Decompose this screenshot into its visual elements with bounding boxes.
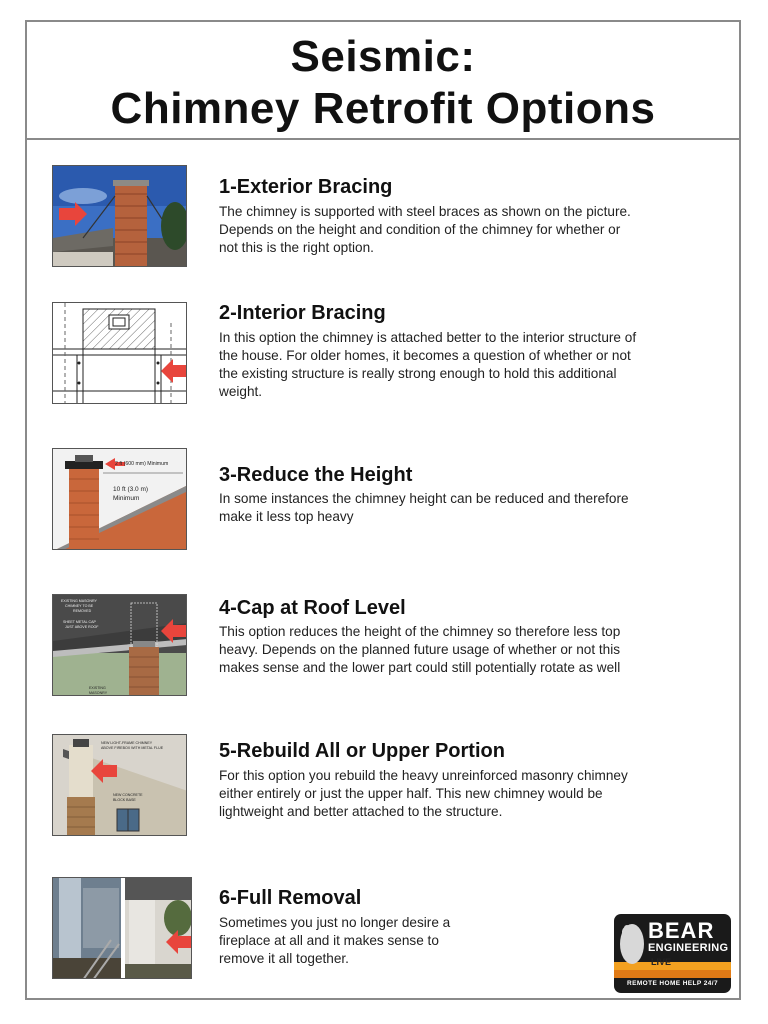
option-2-description <box>219 329 636 401</box>
rendering-label: SHEET METAL CAP <box>63 620 96 624</box>
option-5-title: 5-Rebuild All or Upper Portion <box>219 740 505 762</box>
description-line: the house. For older homes, it becomes a question of whether or not <box>219 348 631 363</box>
description-line: make it less top heavy <box>219 509 354 524</box>
description-line: The chimney is supported with steel braces as shown on the picture. <box>219 204 631 219</box>
bear-engineering-logo <box>614 914 731 993</box>
logo-bear-text: BEAR <box>648 918 715 943</box>
option-6-description <box>219 914 450 968</box>
logo-tagline: REMOTE HOME HELP 24/7 <box>627 980 718 987</box>
reduce-height-diagram <box>52 448 187 550</box>
rendering-label: NEW CONCRETE <box>113 793 143 797</box>
rendering-label: MASONRY <box>89 691 108 695</box>
description-line: either entirely or just the upper half. This new chimney would be <box>219 786 603 801</box>
description-line: heavy. Depends on the planned future usage of whether or not this <box>219 642 621 657</box>
option-6-title: 6-Full Removal <box>219 887 362 909</box>
description-line: not this is the right option. <box>219 240 374 255</box>
description-line: In some instances the chimney height can be reduced and therefore <box>219 491 629 506</box>
description-line: Depends on the height and condition of the chimney for whether or <box>219 222 621 237</box>
description-line: the existing structure is really strong enough to hold this additional <box>219 366 617 381</box>
rebuild-chimney-rendering <box>52 734 187 836</box>
rendering-label: REMOVED <box>73 609 92 613</box>
description-line: In this option the chimney is attached better to the interior structure of <box>219 330 637 345</box>
description-line: weight. <box>219 384 263 399</box>
exterior-bracing-photo <box>52 165 187 267</box>
rendering-label: NEW LIGHT-FRAME CHIMNEY <box>101 741 153 745</box>
option-2-title: 2-Interior Bracing <box>219 302 386 324</box>
rendering-label: EXISTING <box>89 686 106 690</box>
option-1-description <box>219 203 631 257</box>
full-removal-photos <box>52 877 192 979</box>
option-3-title: 3-Reduce the Height <box>219 464 413 486</box>
header <box>25 20 741 140</box>
option-4-title: 4-Cap at Roof Level <box>219 597 406 619</box>
diagram-label: 10 ft (3.0 m) <box>113 486 149 493</box>
logo-live-text: LIVE <box>651 957 672 967</box>
logo-engineering-text: ENGINEERING <box>648 942 729 954</box>
rendering-label: BLOCK BASE <box>113 798 136 802</box>
interior-bracing-drawing <box>52 302 187 404</box>
description-line: This option reduces the height of the chimney so therefore less top <box>219 624 621 639</box>
rendering-label: EXISTING MASONRY <box>61 599 97 603</box>
logo-wordmark <box>648 920 728 954</box>
description-line: remove it all together. <box>219 951 349 966</box>
description-line: lightweight and better attached to the structure. <box>219 804 503 819</box>
description-line: Sometimes you just no longer desire a <box>219 915 451 930</box>
rendering-label: CHIMNEY TO BE <box>65 604 94 608</box>
option-5-description <box>219 767 628 821</box>
diagram-label: Minimum <box>113 495 140 502</box>
rendering-label: ABOVE FIREBOX WITH METAL FLUE <box>101 746 164 750</box>
cap-roof-level-rendering <box>52 594 187 696</box>
description-line: For this option you rebuild the heavy unreinforced masonry chimney <box>219 768 628 783</box>
option-3-description <box>219 490 629 526</box>
diagram-label: 2 ft (600 mm) Minimum <box>115 461 169 467</box>
description-line: makes sense and the lower part could still potentially rotate as well <box>219 660 621 675</box>
option-4-description <box>219 623 620 677</box>
description-line: fireplace at all and it makes sense to <box>219 933 439 948</box>
option-1-title: 1-Exterior Bracing <box>219 176 393 198</box>
page-title-line1: Seismic: <box>290 32 476 81</box>
page-title-line2: Chimney Retrofit Options <box>110 84 656 133</box>
rendering-label: JUST ABOVE ROOF <box>65 625 99 629</box>
